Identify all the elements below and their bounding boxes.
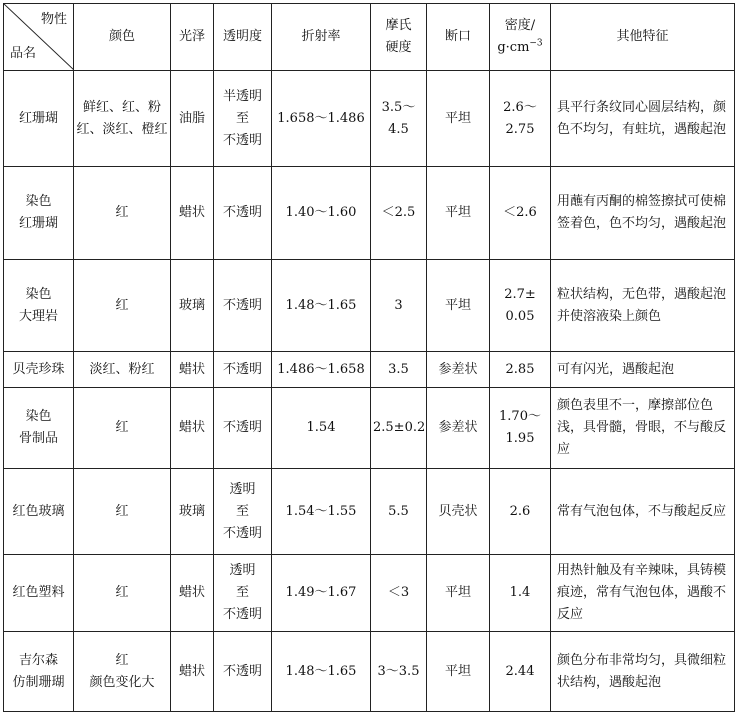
cell-density-line: 2.85 — [505, 361, 535, 377]
cell-color — [74, 555, 171, 632]
cell-density-line: 2.6 — [509, 503, 531, 519]
cell-transparency — [214, 352, 272, 388]
cell-transparency — [214, 632, 272, 712]
cell-other: 粒状结构，无色带，遇酸起泡并使溶液染上颜色 — [551, 260, 735, 352]
cell-other: 具平行条纹同心圆层结构，颜色不均匀，有蛀坑，遇酸起泡 — [551, 71, 735, 167]
cell-color — [74, 260, 171, 352]
cell-other: 常有气泡包体，不与酸起反应 — [551, 469, 735, 555]
cell-density-line: 1.70～ — [499, 409, 541, 424]
header-transparency: 透明度 — [214, 4, 272, 71]
cell-refraction: 1.48～1.65 — [272, 260, 371, 352]
cell-density — [490, 469, 551, 555]
cell-name — [4, 632, 74, 712]
header-luster: 光泽 — [171, 4, 214, 71]
cell-hardness: 3 — [371, 260, 427, 352]
cell-fracture: 平坦 — [427, 632, 490, 712]
cell-name — [4, 469, 74, 555]
cell-name — [4, 555, 74, 632]
cell-color — [74, 632, 171, 712]
cell-hardness: 3～3.5 — [371, 632, 427, 712]
cell-transparency — [214, 260, 272, 352]
cell-color-line: 红 — [115, 503, 129, 519]
cell-hardness: ＜2.5 — [371, 167, 427, 260]
cell-transparency-line: 不透明 — [222, 361, 262, 377]
table-row — [4, 167, 735, 260]
cell-luster: 蜡状 — [171, 632, 214, 712]
cell-color — [74, 469, 171, 555]
cell-name — [4, 352, 74, 388]
cell-density-line: 2.7± — [504, 286, 536, 302]
cell-name — [4, 71, 74, 167]
cell-refraction: 1.54 — [272, 388, 371, 469]
cell-name-line: 仿制珊瑚 — [12, 674, 65, 690]
cell-other: 颜色分布非常均匀，具微细粒状结构，遇酸起泡 — [551, 632, 735, 712]
cell-transparency-line: 至 — [235, 585, 249, 600]
cell-density-line: ＜2.6 — [503, 205, 537, 220]
table-row — [4, 632, 735, 712]
header-fracture: 断口 — [427, 4, 490, 71]
cell-density-line: 2.44 — [505, 663, 535, 679]
cell-density-line: 0.05 — [505, 308, 535, 324]
table-row — [4, 71, 735, 167]
cell-other: 可有闪光，遇酸起泡 — [551, 352, 735, 388]
table-row — [4, 352, 735, 388]
cell-color — [74, 167, 171, 260]
cell-name-line: 大理岩 — [18, 308, 58, 324]
cell-density — [490, 555, 551, 632]
table-body — [4, 71, 735, 712]
header-density-unit-exponent: −3 — [529, 38, 543, 49]
cell-color-line: 颜色变化大 — [89, 674, 155, 690]
cell-color-line: 红 — [115, 652, 129, 668]
header-color: 颜色 — [74, 4, 171, 71]
cell-color-line: 红、淡红、橙红 — [76, 121, 168, 137]
cell-density-line: 2.6～ — [503, 99, 537, 115]
cell-transparency-line: 不透明 — [222, 663, 262, 679]
cell-color-line: 红 — [115, 297, 129, 313]
cell-refraction: 1.49～1.67 — [272, 555, 371, 632]
cell-fracture: 平坦 — [427, 167, 490, 260]
cell-luster: 蜡状 — [171, 555, 214, 632]
corner-label-property: 物性 — [40, 12, 67, 27]
cell-transparency-line: 不透明 — [222, 205, 262, 220]
cell-color — [74, 352, 171, 388]
cell-fracture: 平坦 — [427, 555, 490, 632]
cell-name-line: 染色 — [25, 194, 52, 209]
cell-transparency-line: 至 — [235, 110, 249, 126]
cell-luster: 蜡状 — [171, 167, 214, 260]
cell-fracture: 贝壳状 — [427, 469, 490, 555]
cell-name — [4, 167, 74, 260]
cell-refraction: 1.658～1.486 — [272, 71, 371, 167]
cell-density — [490, 632, 551, 712]
cell-transparency-line: 至 — [235, 503, 249, 519]
cell-name — [4, 260, 74, 352]
cell-luster: 蜡状 — [171, 352, 214, 388]
cell-hardness: 2.5±0.2 — [371, 388, 427, 469]
cell-density — [490, 71, 551, 167]
cell-density — [490, 260, 551, 352]
cell-transparency-line: 透明 — [229, 563, 256, 578]
cell-color-line: 红 — [115, 585, 129, 600]
cell-hardness: 5.5 — [371, 469, 427, 555]
cell-refraction: 1.54～1.55 — [272, 469, 371, 555]
cell-transparency-line: 不透明 — [222, 420, 262, 435]
cell-name-line: 染色 — [25, 286, 52, 302]
cell-density — [490, 167, 551, 260]
cell-color-line: 红 — [115, 205, 129, 220]
header-refraction: 折射率 — [272, 4, 371, 71]
cell-density-line: 1.4 — [509, 585, 531, 600]
header-density-unit-base: g·cm — [497, 40, 530, 55]
cell-fracture: 平坦 — [427, 260, 490, 352]
cell-fracture: 平坦 — [427, 71, 490, 167]
cell-color-line: 红 — [115, 420, 129, 435]
cell-hardness: ＜3 — [371, 555, 427, 632]
cell-color-line: 鲜红、红、粉 — [82, 99, 161, 115]
gem-comparison-table — [3, 3, 735, 712]
cell-transparency-line: 不透明 — [222, 132, 262, 148]
cell-hardness: 3.5～4.5 — [371, 71, 427, 167]
cell-transparency — [214, 167, 272, 260]
cell-other: 用蘸有丙酮的棉签擦拭可使棉签着色，色不均匀，遇酸起泡 — [551, 167, 735, 260]
cell-color — [74, 71, 171, 167]
cell-transparency — [214, 469, 272, 555]
header-hardness-line2: 硬度 — [385, 40, 412, 55]
cell-luster: 玻璃 — [171, 469, 214, 555]
cell-luster: 油脂 — [171, 71, 214, 167]
header-density-unit — [492, 37, 548, 59]
cell-name — [4, 388, 74, 469]
cell-color-line: 淡红、粉红 — [89, 361, 155, 377]
cell-other: 用热针触及有辛辣味，具铸模痕迹，常有气泡包体，遇酸不反应 — [551, 555, 735, 632]
header-hardness-line1: 摩氏 — [385, 18, 412, 33]
cell-density — [490, 352, 551, 388]
cell-other: 颜色表里不一，摩擦部位色浅，具骨髓，骨眼，不与酸反应 — [551, 388, 735, 469]
cell-transparency-line: 不透明 — [222, 297, 262, 313]
cell-refraction: 1.40～1.60 — [272, 167, 371, 260]
cell-transparency-line: 不透明 — [222, 525, 262, 541]
cell-transparency — [214, 388, 272, 469]
cell-transparency — [214, 71, 272, 167]
cell-luster: 玻璃 — [171, 260, 214, 352]
table-row — [4, 388, 735, 469]
header-density-line1: 密度/ — [504, 18, 536, 33]
cell-name-line: 红珊瑚 — [18, 216, 58, 231]
header-hardness — [371, 4, 427, 71]
cell-transparency-line: 不透明 — [222, 607, 262, 622]
cell-name-line: 红色玻璃 — [12, 503, 65, 519]
corner-label-name: 品名 — [10, 46, 37, 61]
cell-name-line: 骨制品 — [18, 431, 58, 446]
cell-transparency — [214, 555, 272, 632]
cell-hardness: 3.5 — [371, 352, 427, 388]
cell-name-line: 染色 — [25, 409, 52, 424]
cell-refraction: 1.486～1.658 — [272, 352, 371, 388]
cell-color — [74, 388, 171, 469]
header-density — [490, 4, 551, 71]
header-other: 其他特征 — [551, 4, 735, 71]
table-row — [4, 469, 735, 555]
cell-transparency-line: 半透明 — [222, 88, 262, 104]
cell-name-line: 红色塑料 — [12, 585, 65, 600]
cell-density-line: 1.95 — [505, 431, 535, 446]
header-corner-cell — [4, 4, 74, 71]
table-row — [4, 260, 735, 352]
cell-name-line: 红珊瑚 — [18, 110, 58, 126]
header-row — [4, 4, 735, 71]
cell-luster: 蜡状 — [171, 388, 214, 469]
cell-density-line: 2.75 — [505, 121, 535, 137]
cell-name-line: 贝壳珍珠 — [12, 361, 65, 377]
cell-transparency-line: 透明 — [229, 481, 256, 497]
cell-name-line: 吉尔森 — [18, 652, 58, 668]
cell-fracture: 参差状 — [427, 352, 490, 388]
cell-density — [490, 388, 551, 469]
cell-refraction: 1.48～1.65 — [272, 632, 371, 712]
cell-fracture: 参差状 — [427, 388, 490, 469]
table-row — [4, 555, 735, 632]
